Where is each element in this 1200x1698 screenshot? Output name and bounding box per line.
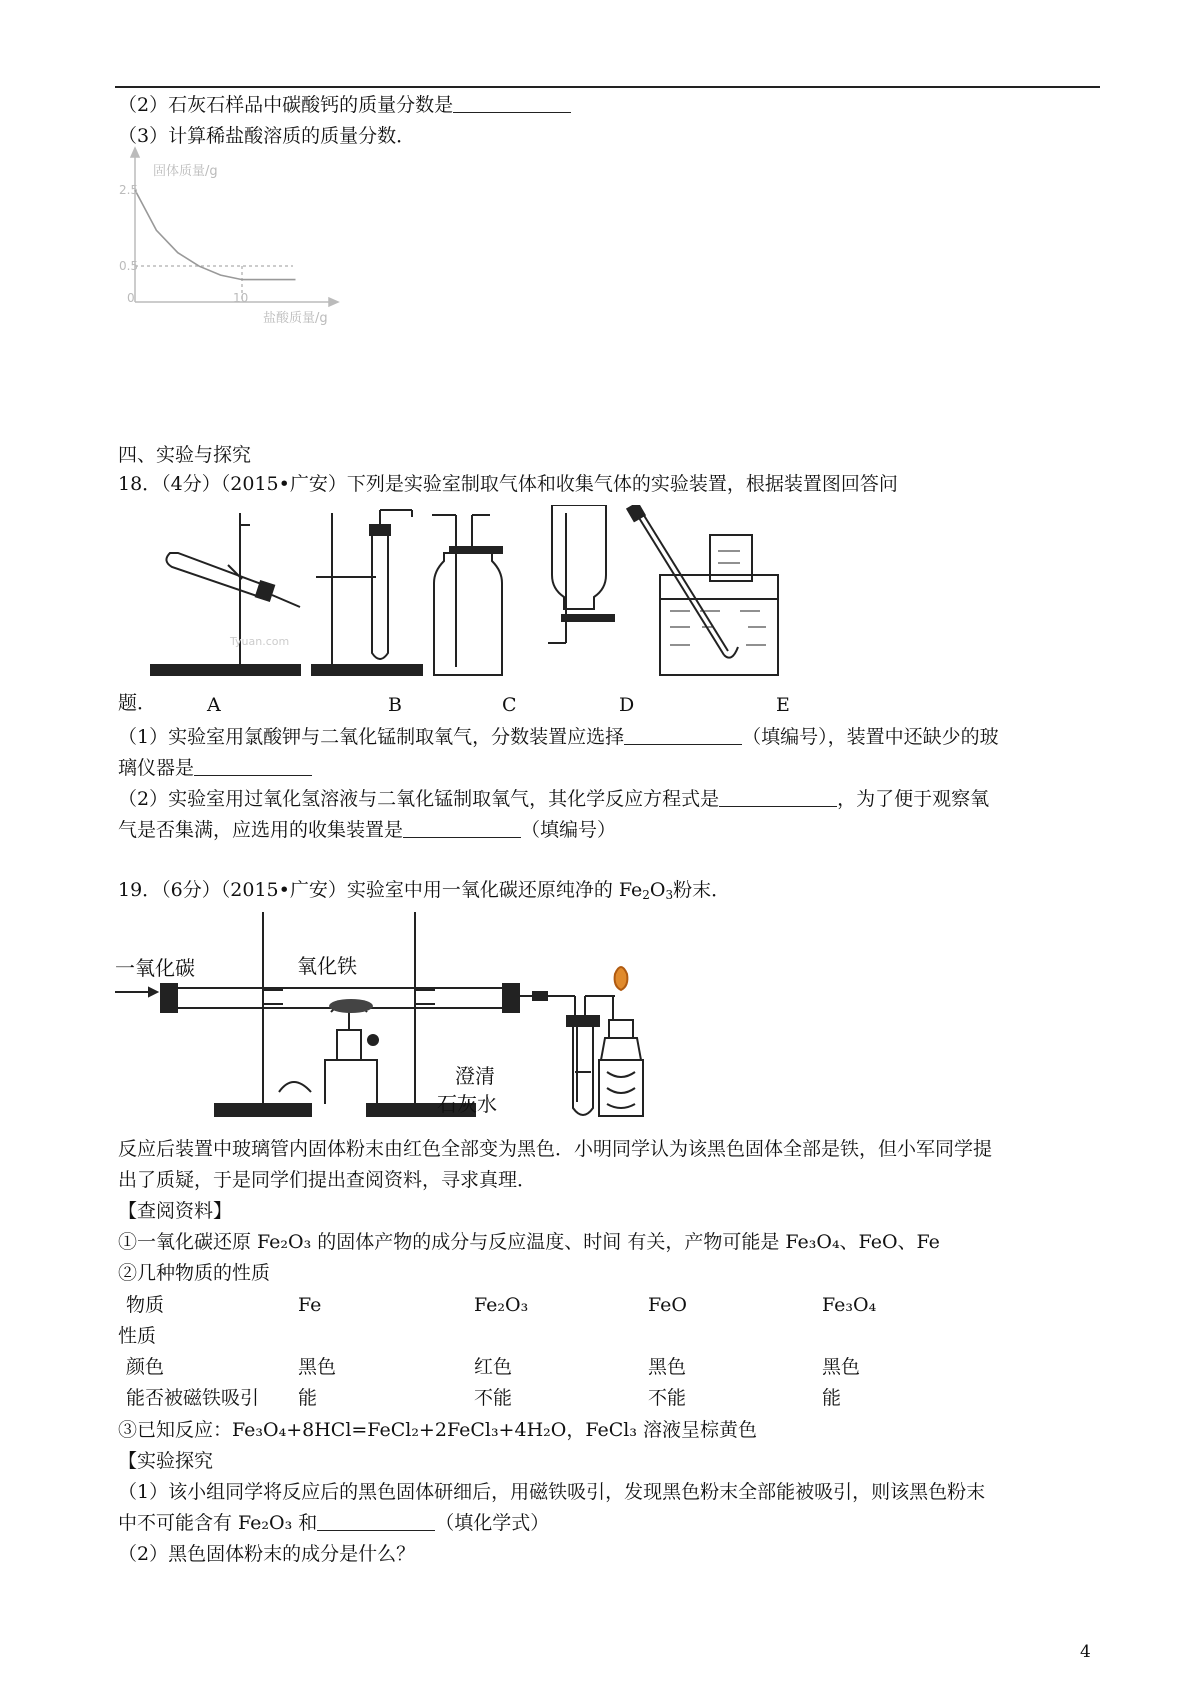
section-heading: 四、实验与探究 (118, 444, 252, 466)
q17-part3: （3）计算稀盐酸溶质的质量分数． (118, 125, 416, 147)
ref-heading: 【查阅资料】 (118, 1200, 233, 1222)
figure-label-a: A (207, 694, 221, 716)
y-axis-arrow (131, 148, 139, 157)
page-number: 4 (1080, 1642, 1091, 1662)
table-col-header: Fe (298, 1294, 322, 1316)
answer-blank[interactable] (453, 92, 571, 113)
header-rule (115, 86, 1100, 88)
ref-item-2: ②几种物质的性质 (118, 1262, 271, 1284)
x-axis-label: 盐酸质量/g (263, 311, 328, 326)
apparatus-b (312, 510, 422, 675)
figure-label-d: D (619, 694, 635, 716)
y-tick-label: 2.5 (119, 183, 139, 197)
apparatus-d (548, 505, 614, 643)
q18-part2-line1: （2）实验室用过氧化氢溶液与二氧化锰制取氧气，其化学反应方程式是 ，为了便于观察氧 (118, 788, 990, 810)
co-label: 一氧化碳 (115, 956, 195, 980)
exp-part1-line1: （1）该小组同学将反应后的黑色固体研细后，用磁铁吸引，发现黑色粉末全部能被吸引，则该黑色粉末 (118, 1481, 986, 1503)
apparatus-c (432, 515, 502, 675)
x-tick-label: 10 (233, 291, 249, 305)
table-cell: 黑色 (648, 1356, 687, 1378)
table-cell: 不能 (648, 1387, 687, 1409)
answer-blank[interactable] (403, 817, 521, 838)
table-row-label: 颜色 (126, 1356, 165, 1378)
answer-blank[interactable] (317, 1510, 435, 1531)
figure-label-e: E (776, 694, 790, 716)
q19-para1: 反应后装置中玻璃管内固体粉末由红色全部变为黑色．小明同学认为该黑色固体全部是铁，但小军同学提 (118, 1138, 993, 1160)
table-cell: 能 (822, 1387, 842, 1409)
y-tick-label: 0.5 (119, 259, 139, 273)
watermark-text: Tyuan.com (230, 635, 290, 648)
ref-item-1: ①一氧化碳还原 Fe₂O₃ 的固体产物的成分与反应温度、时间 有关，产物可能是 Fe₃O₄、FeO、Fe (118, 1231, 940, 1253)
table-cell: 黑色 (298, 1356, 337, 1378)
q18-part2-line2: 气是否集满，应选用的收集装置是 （填编号） (118, 819, 617, 841)
q18-apparatus-figure (150, 505, 860, 720)
table-row-label: 能否被磁铁吸引 (126, 1387, 260, 1409)
x-axis-arrow (329, 298, 338, 306)
fe2o3-label: 氧化铁 (297, 954, 357, 978)
table-col-header: Fe₂O₃ (474, 1294, 529, 1316)
table-cell: 不能 (474, 1387, 513, 1409)
mass-chart (115, 145, 375, 345)
table-cell: 黑色 (822, 1356, 861, 1378)
table-header-property: 性质 (118, 1325, 157, 1347)
exp-part1-line2: 中不可能含有 Fe₂O₃ 和 （填化学式） (118, 1512, 550, 1534)
q18-stem-end: 题． (118, 692, 157, 714)
answer-blank[interactable] (719, 786, 837, 807)
iron-oxide-powder (329, 999, 373, 1013)
q19-stem: 19．（6分）（2015•广安）实验室中用一氧化碳还原纯净的 $Fe_2O_3$粉末． (118, 879, 731, 902)
answer-blank[interactable] (194, 755, 312, 776)
q17-part2: （2）石灰石样品中碳酸钙的质量分数是 (118, 92, 571, 118)
q19-apparatus-figure (115, 912, 795, 1130)
apparatus-a (150, 513, 300, 675)
answer-blank[interactable] (624, 724, 742, 745)
figure-label-c: C (502, 694, 517, 716)
x-tick-label: 0 (127, 291, 135, 305)
limewater-label-line2: 石灰水 (437, 1092, 497, 1116)
apparatus-e (627, 505, 778, 675)
table-cell: 红色 (474, 1356, 513, 1378)
exp-heading: 【实验探究 (118, 1450, 214, 1472)
q19-para2: 出了质疑，于是同学们提出查阅资料，寻求真理． (118, 1169, 537, 1191)
ref-item-3: ③已知反应：Fe₃O₄+8HCl=FeCl₂+2FeCl₃+4H₂O，FeCl₃ 溶液呈棕黄色 (118, 1419, 757, 1441)
table-col-header: FeO (648, 1294, 687, 1316)
limewater-label-line1: 澄清 (455, 1064, 495, 1088)
exp-part2: （2）黑色固体粉末的成分是什么？ (118, 1543, 416, 1565)
q18-stem: 18．（4分）（2015•广安）下列是实验室制取气体和收集气体的实验装置，根据装置图回答问 (118, 473, 898, 495)
table-header-substance: 物质 (126, 1294, 165, 1316)
q18-part1-line1: （1）实验室用氯酸钾与二氧化锰制取氧气，分数装置应选择 （填编号），装置中还缺少的玻 (118, 726, 999, 748)
figure-label-b: B (388, 694, 402, 716)
q18-part1-line2: 璃仪器是 (118, 755, 312, 781)
properties-table (118, 1292, 1018, 1417)
y-axis-label: 固体质量/g (153, 164, 218, 179)
table-col-header: Fe₃O₄ (822, 1294, 877, 1316)
table-cell: 能 (298, 1387, 318, 1409)
